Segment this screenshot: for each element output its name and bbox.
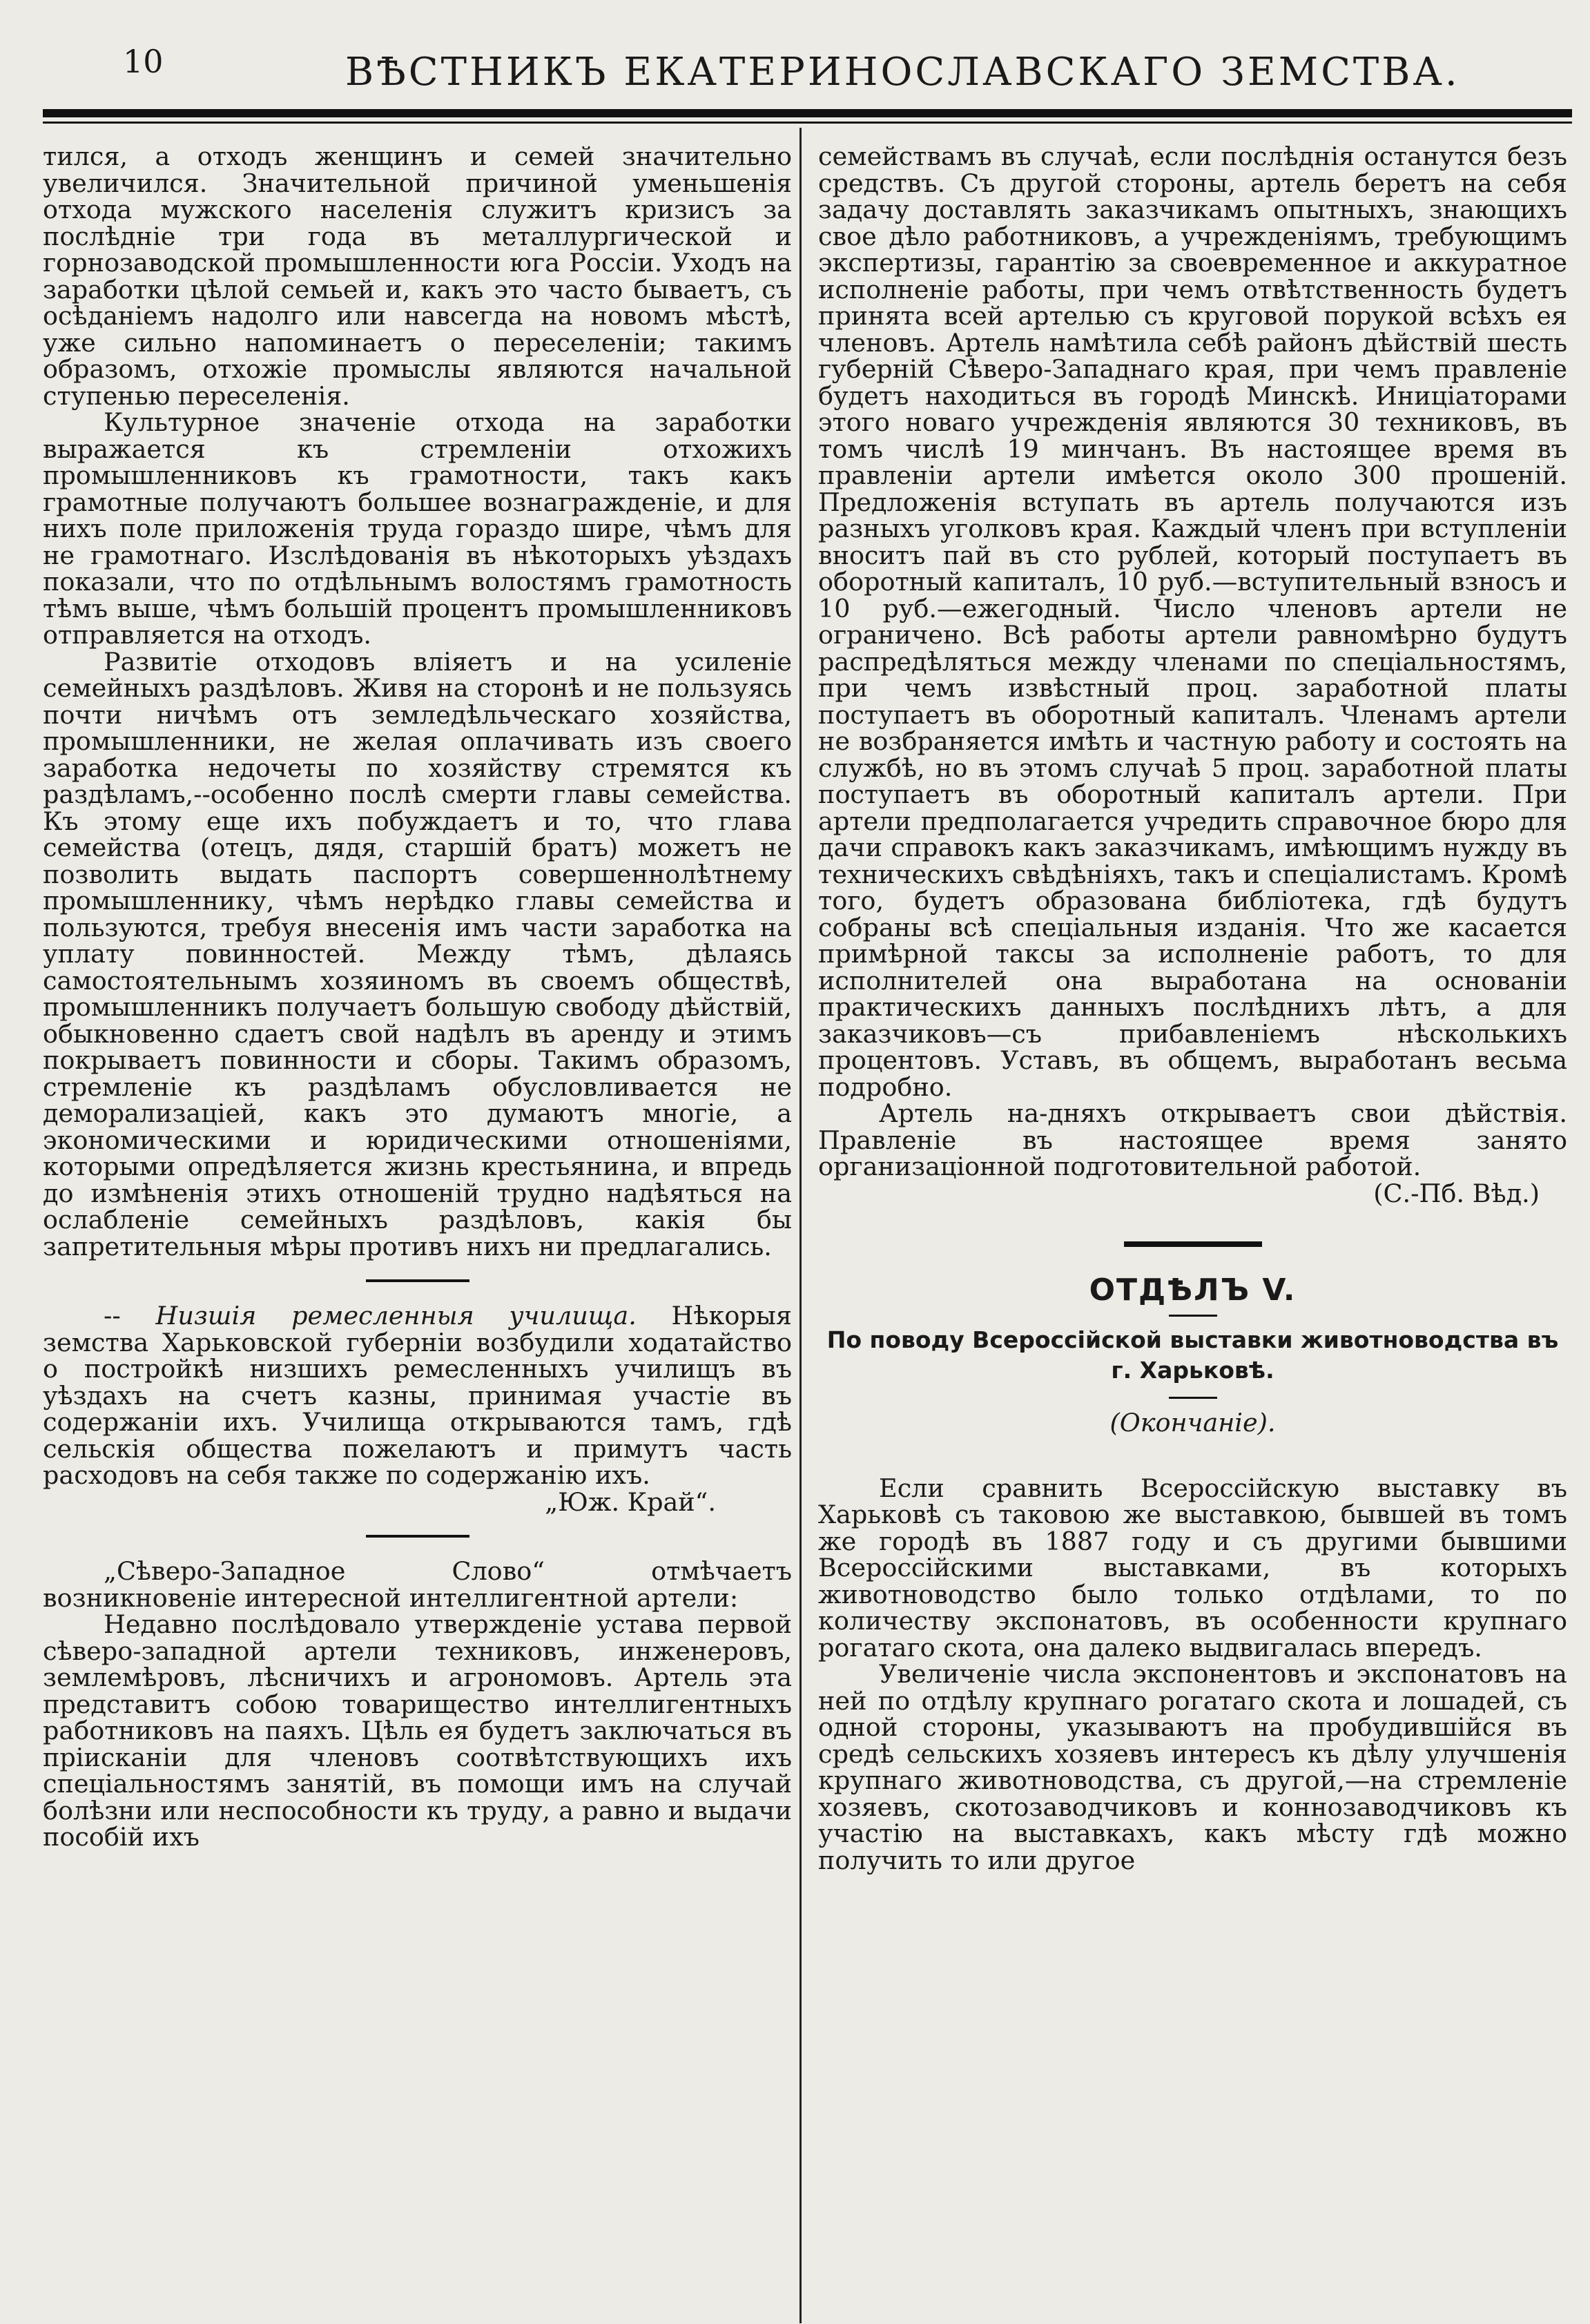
column-divider <box>799 128 802 2323</box>
journal-title: ВѢСТНИКЪ ЕКАТЕРИНОСЛАВСКАГО ЗЕМСТВА. <box>345 50 1460 95</box>
paragraph-family-divisions: Развитіе отходовъ вліяетъ и на усиленіе семейныхъ раздѣловъ. Живя на сторонѣ и не пользуясь почти ничѣмъ отъ земледѣльческаго хозяйства, промышленники, не желая оплачивать изъ своего заработка недочеты по хозяйству стремятся къ раздѣламъ,--особенно послѣ смерти главы семейства. Къ этому еще ихъ побуждаетъ и то, что глава семейства (отецъ, дядя, старшій братъ) можетъ не позволить выдать паспортъ совершеннолѣтнему промышленнику, чѣмъ нерѣдко главы семейства и пользуются, требуя внесенія имъ части заработка на уплату повинностей. Между тѣмъ, дѣлаясь самостоятельнымъ хозяиномъ въ своемъ обществѣ, промышленникъ получаетъ большую свободу дѣйствій, обыкновенно сдаетъ свой надѣлъ въ аренду и этимъ покрываетъ повинности и сборы. Такимъ образомъ, стремленіе къ раздѣламъ обусловливается не деморализаціей, какъ это думаютъ многіе, а экономическими и юридическими отношеніями, которыми опредѣляется жизнь крестьянина, и впредь до измѣненія этихъ отношеній трудно надѣяться на ослабленіе семейныхъ раздѣловъ, какія бы запретительныя мѣры противъ нихъ ни предлагались. <box>43 646 792 1261</box>
left-column <box>43 144 792 1851</box>
paragraph-exhibition-comparison: Если сравнить Всероссійскую выставку въ Харьковѣ съ таковою же выставкою, бывшей въ томъ же городѣ въ 1887 году и съ другими бывшими Всероссійскими выставками, въ которыхъ животноводство было только отдѣлами, то по количеству экспонатовъ, въ особенности крупнаго рогатаго скота, она далеко выдвигалась впередъ. <box>818 1473 1567 1663</box>
source-signature-yuzh-krai: „Юж. Край“. <box>545 1487 716 1517</box>
separator-rule <box>366 1535 469 1538</box>
article-subtitle: (Окончаніе). <box>1109 1408 1276 1437</box>
section-heading: ОТДѢЛЪ V. <box>1089 1272 1297 1308</box>
dash-lead: -- <box>104 1301 156 1330</box>
paragraph-artel-charter: Недавно послѣдовало утвержденіе устава первой сѣверо-западной артели техниковъ, инженеровъ, землемѣровъ, лѣсничихъ и агрономовъ. Артель эта представитъ собою товарищество интеллигентныхъ работниковъ на паяхъ. Цѣль ея будетъ заключаться въ прiисканіи для членовъ соотвѣтствующихъ ихъ спеціальностямъ занятій, въ помощи имъ на случай болѣзни или неспособности къ труду, а равно и выдачи пособій ихъ <box>43 1609 792 1852</box>
article-title: По поводу Всероссійской выставки животноводства въ г. Харьковѣ. <box>826 1326 1559 1384</box>
paragraph-artel-continued: семействамъ въ случаѣ, если послѣднія останутся безъ средствъ. Съ другой стороны, артель беретъ на себя задачу доставлять заказчикамъ опытныхъ, знающихъ свое дѣло работниковъ, а учрежденіямъ, требующимъ экспертизы, гарантію за своевременное и аккуратное исполненіе работы, при чемъ отвѣтственность будетъ принята всей артелью съ круговой порукой всѣхъ ея членовъ. Артель намѣтила себѣ районъ дѣйствій шесть губерній Сѣверо-Западнаго края, при чемъ правленіе будетъ находиться въ городѣ Минскѣ. Иниціаторами этого новаго учрежденія являются 30 техниковъ, въ томъ числѣ 19 минчанъ. Въ настоящее время въ правленіи артели имѣется около 300 прошеній. Предложенія вступать въ артель получаются изъ разныхъ уголковъ края. Каждый членъ при вступленіи вноситъ пай въ сто рублей, который поступаетъ въ оборотный капиталъ, 10 руб.—вступительный взносъ и 10 руб.—ежегодный. Число членовъ артели не ограничено. Всѣ работы артели равномѣрно будутъ распредѣляться между членами по спеціальностямъ, при чемъ извѣстный проц. заработной платы поступаетъ въ оборотный капиталъ. Членамъ артели не возбраняется имѣть и частную работу и состоять на службѣ, но въ этомъ случаѣ 5 проц. заработной платы поступаетъ въ оборотный капиталъ артели. При артели предполагается учредить справочное бюро для дачи справокъ какъ заказчикамъ, имѣющимъ нужду въ техническихъ свѣдѣніяхъ, такъ и спеціалистамъ. Кромѣ того, будетъ образована библіотека, гдѣ будутъ собраны всѣ спеціальныя изданія. Что же касается примѣрной таксы за исполненіе работъ, то для исполнителей она выработана на основаніи практическихъ данныхъ послѣднихъ лѣтъ, а для заказчиковъ—съ прибавленіемъ нѣсколькихъ процентовъ. Уставъ, въ общемъ, выработанъ весьма подробно. <box>818 142 1567 1102</box>
header-rule-thick <box>43 109 1572 117</box>
title-rule <box>1169 1397 1217 1399</box>
section-separator <box>1124 1241 1262 1247</box>
item-title-craft-schools: Низшія ремесленныя училища. <box>155 1301 637 1330</box>
separator-rule <box>366 1279 469 1282</box>
heading-rule <box>1169 1315 1217 1317</box>
header-rule-thin <box>43 122 1572 124</box>
paragraph-otkhod-continued: тился, а отходъ женщинъ и семей значительно увеличился. Значительной причиной уменьшенія отхода мужского населенія служитъ кризисъ за послѣдніе три года въ металлургической и горнозаводской промышленности юга Россіи. Уходъ на заработки цѣлой семьей и, какъ это часто бываетъ, съ осѣданіемъ надолго или навсегда на новомъ мѣстѣ, уже сильно напоминаетъ о переселеніи; такимъ образомъ, отхожіе промыслы являются начальной ступенью переселенія. <box>43 142 792 411</box>
item-body-craft-schools: Нѣкорыя земства Харьковской губерніи возбудили ходатайство о постройкѣ низшихъ ремесленныхъ училищъ въ уѣздахъ на счетъ казны, принимая участіе въ содержаніи ихъ. Училища открываются тамъ, гдѣ сельскія общества пожелаютъ и примутъ часть расходовъ на себя также по содержанію ихъ. <box>43 1301 792 1490</box>
paragraph-exhibitors-increase: Увеличеніе числа экспонентовъ и экспонатовъ на ней по отдѣлу крупнаго рогатаго скота и лошадей, съ одной стороны, указываютъ на пробудившійся въ средѣ сельскихъ хозяевъ интересъ къ дѣлу улучшенія крупнаго животноводства, съ другой,—на стремленіе хозяевъ, скотозаводчиковъ и коннозаводчиковъ къ участію на выставкахъ, какъ мѣсту гдѣ можно получить то или другое <box>818 1659 1567 1875</box>
spacer <box>818 1437 1567 1475</box>
source-signature-spb-ved: (С.-Пб. Вѣд.) <box>1373 1178 1540 1208</box>
paragraph-craft-schools <box>43 1303 792 1489</box>
paragraph-artel-opens: Артель на-дняхъ открываетъ свои дѣйствія. Правленіе въ настоящее время занято организаціонной подготовительной работой. <box>818 1098 1567 1181</box>
paragraph-artel-intro: „Сѣверо-Западное Слово“ отмѣчаетъ возникновеніе интересной интеллигентной артели: <box>43 1556 792 1613</box>
page-number: 10 <box>123 43 164 80</box>
right-column <box>818 144 1567 1874</box>
paragraph-cultural-significance: Культурное значеніе отхода на заработки выражается къ стремленіи отхожихъ промышленниковъ къ грамотности, такъ какъ грамотные получаютъ большее вознагражденіе, и для нихъ поле приложенія труда гораздо шире, чѣмъ для не грамотнаго. Изслѣдованія въ нѣкоторыхъ уѣздахъ показали, что по отдѣльнымъ волостямъ грамотность тѣмъ выше, чѣмъ большій процентъ промышленниковъ отправляется на отходъ. <box>43 407 792 650</box>
